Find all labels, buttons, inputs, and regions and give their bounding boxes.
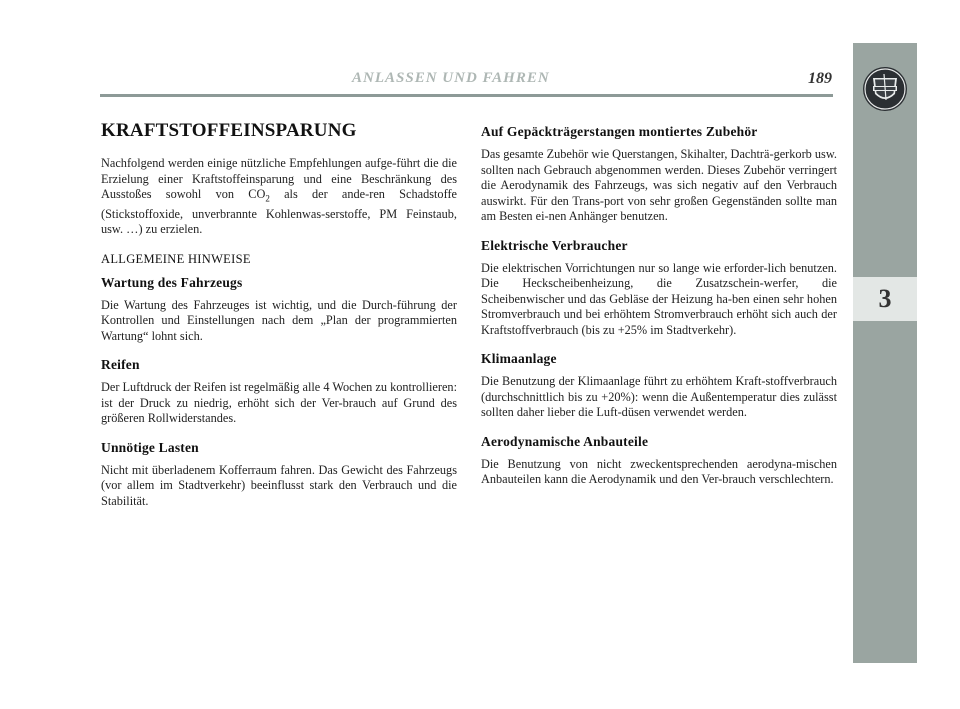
page-number: 189 <box>808 70 832 87</box>
section-title: Reifen <box>101 357 140 373</box>
lancia-logo-icon <box>862 66 908 112</box>
section-text: Der Luftdruck der Reifen ist regelmäßig alle 4 Wochen zu kontrollieren: ist der Druck zu niedrig, erhöht sich der Ver-brauch auf Grund des größeren Rollwiderstandes. <box>101 380 457 426</box>
chapter-sidebar <box>853 43 917 663</box>
chapter-number-tab[interactable]: 3 <box>853 277 917 321</box>
left-column <box>101 120 457 509</box>
main-heading: KRAFTSTOFFEINSPARUNG <box>101 120 357 141</box>
section-title: Unnötige Lasten <box>101 439 199 455</box>
header-divider <box>100 94 833 97</box>
section-text: Die Benutzung der Klimaanlage führt zu erhöhtem Kraft-stoffverbrauch (durchschnittlich bis zu +20%): wenn die Außentemperatur dies zulässt sollten daher lieber die Luft-düsen verwendet werden. <box>481 374 837 419</box>
section-text: Die elektrischen Vorrichtungen nur so lange wie erforder-lich benutzen. Die Heckscheibenheizung, die Zusatzschein-werfer, die Scheibenwischer und das Gebläse der Heizung ha-ben einen sehr hohen Stromverbrauch und bei erhöhtem Stromverbrauch erhöht sich auch der Kraftstoffverbrauch (bis zu +25% im Stadtverkehr). <box>481 260 837 337</box>
section-title: Wartung des Fahrzeugs <box>101 274 243 290</box>
section-title: Klimaanlage <box>481 351 557 366</box>
section-text: Die Benutzung von nicht zweckentsprechenden aerodyna-mischen Anbauteilen kann die Aerodynamik und den Ver-brauch verschlechtern. <box>481 456 837 486</box>
right-column <box>481 124 837 488</box>
general-notes-heading: ALLGEMEINE HINWEISE <box>101 251 251 266</box>
section-text: Die Wartung des Fahrzeuges ist wichtig, und die Durch-führung der Kontrollen und Einstellungen nach dem „Plan der programmierten Wartung“ lohnt sich. <box>101 297 457 343</box>
section-text: Das gesamte Zubehör wie Querstangen, Skihalter, Dachträ-gerkorb usw. sollten nach Gebrauch abgenommen werden. Dieses Zubehör verringert die Aerodynamik des Fahrzeugs, was sich negativ auf den Verbrauch auswirkt. Für den Trans-port von sehr großen Gegenständen sollte man am Besten ei-nen Anhänger benutzen. <box>481 147 837 223</box>
section-title: Aerodynamische Anbauteile <box>481 433 649 449</box>
section-title: Auf Gepäckträgerstangen montiertes Zubehör <box>481 124 758 139</box>
section-title: Elektrische Verbraucher <box>481 237 628 253</box>
page-header-title: ANLASSEN UND FAHREN <box>352 70 550 86</box>
intro-paragraph: Nachfolgend werden einige nützliche Empfehlungen aufge-führt die die Erzielung einer Kraftstoffeinsparung und eine Beschränkung des Ausstoßes sowohl von $CO_2$ als der ande-ren Schadstoffe (Stickstoffoxide, unverbrannte Kohlenwas-serstoffe, PM Feinstaub, usw. …) zu erzielen. <box>101 156 457 237</box>
section-text: Nicht mit überladenem Kofferraum fahren. Das Gewicht des Fahrzeugs (vor allem im Stadtverkehr) beeinflusst stark den Verbrauch und die Stabilität. <box>101 462 457 508</box>
